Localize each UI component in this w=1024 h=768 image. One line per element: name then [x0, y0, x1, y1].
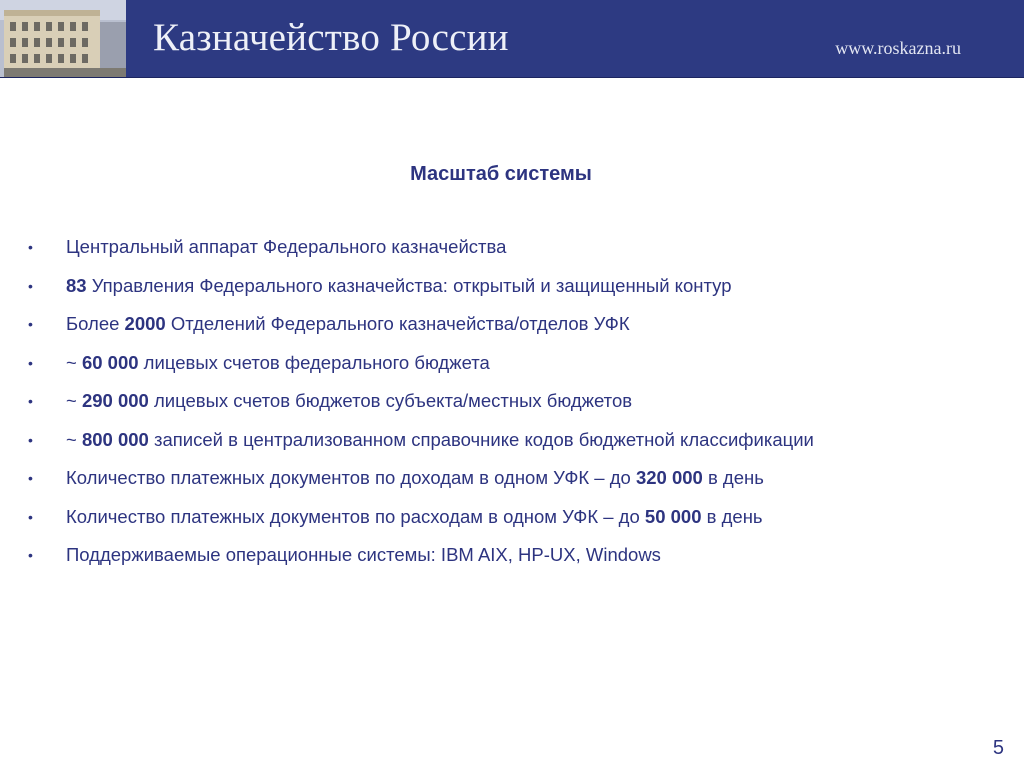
list-item	[0, 382, 1024, 421]
bullet-icon: •	[28, 547, 33, 563]
slide-title: Масштаб системы	[410, 163, 592, 185]
bullet-icon: •	[28, 316, 33, 332]
header-bar	[0, 0, 1024, 78]
list-item	[0, 228, 1024, 267]
page-number: 5	[992, 737, 1004, 759]
list-item	[0, 305, 1024, 344]
bullet-icon: •	[28, 508, 33, 525]
header-url: www.roskazna.ru	[835, 38, 961, 58]
list-item	[0, 421, 1024, 460]
list-item	[0, 459, 1024, 498]
bullet-text: ~ 60 000 лицевых счетов федерального бюджета	[66, 351, 490, 373]
bullet-text: ~ 290 000 лицевых счетов бюджетов субъекта/местных бюджетов	[66, 390, 633, 411]
bullet-list	[0, 228, 1024, 575]
list-item	[0, 267, 1024, 306]
bullet-icon: •	[28, 431, 33, 448]
bullet-text: 83 Управления Федерального казначейства: открытый и защищенный контур	[66, 274, 732, 296]
building-photo-icon	[0, 0, 126, 77]
bullet-text: ~ 800 000 записей в централизованном справочнике кодов бюджетной классификации	[66, 428, 814, 450]
bullet-icon: •	[28, 393, 33, 409]
bullet-icon: •	[28, 354, 33, 371]
bullet-icon: •	[28, 277, 33, 294]
header-title: Казначейство России	[153, 16, 509, 59]
list-item	[0, 536, 1024, 575]
bullet-text: Количество платежных документов по расходам в одном УФК – до 50 000 в день	[66, 505, 763, 527]
list-item	[0, 344, 1024, 383]
bullet-text: Количество платежных документов по доходам в одном УФК – до 320 000 в день	[66, 467, 764, 488]
bullet-icon: •	[28, 470, 33, 486]
bullet-text: Более 2000 Отделений Федерального казначейства/отделов УФК	[66, 313, 630, 334]
bullet-text: Центральный аппарат Федерального казначейства	[66, 236, 507, 257]
list-item	[0, 498, 1024, 537]
bullet-text: Поддерживаемые операционные системы: IBM AIX, HP-UX, Windows	[66, 544, 661, 565]
bullet-icon: •	[28, 239, 33, 255]
